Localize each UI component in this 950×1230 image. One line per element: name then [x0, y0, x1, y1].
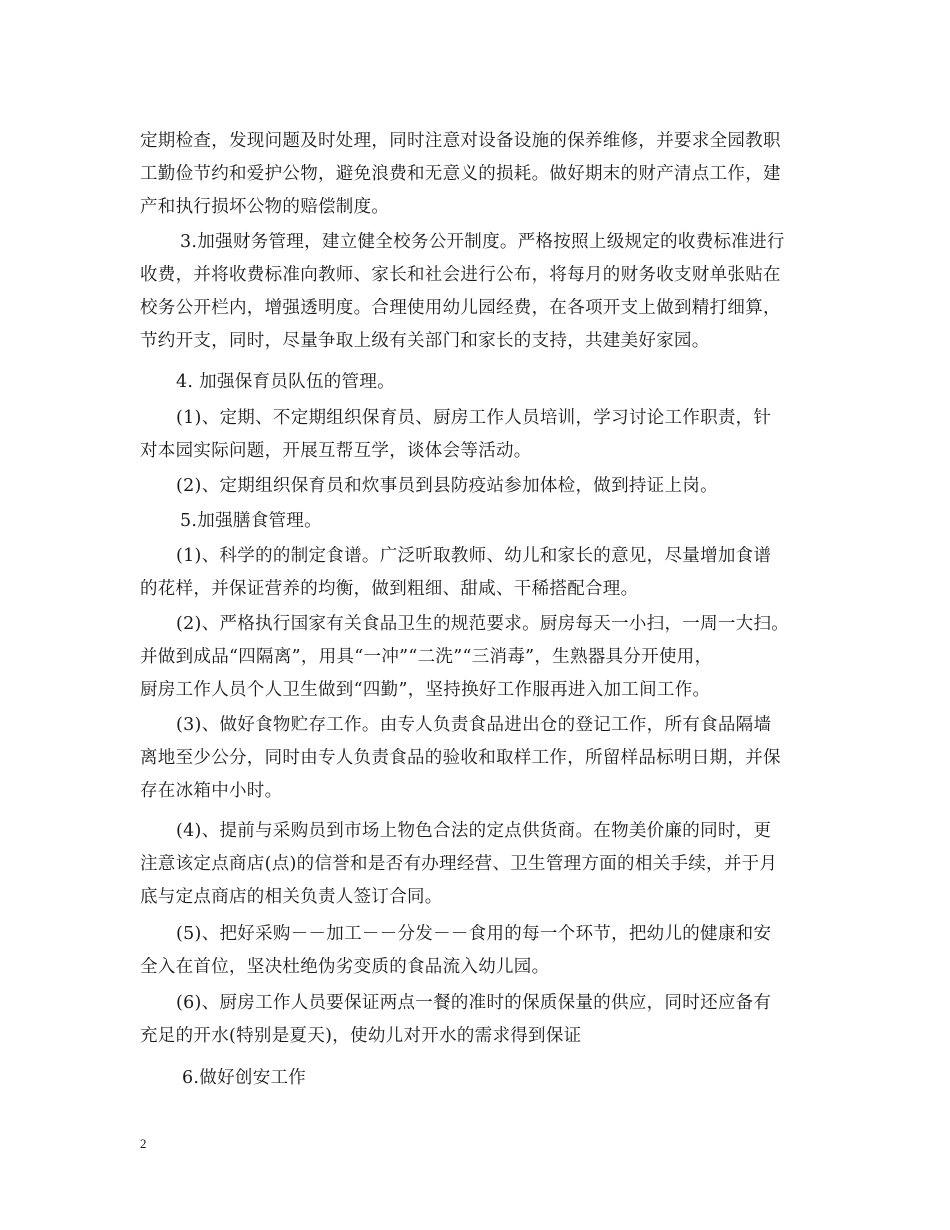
text-line: (3)、做好食物贮存工作。由专人负责食品进出仓的登记工作，所有食品隔墙 — [176, 715, 772, 735]
text-line: 存在冰箱中小时。 — [140, 781, 283, 801]
page-number: 2 — [140, 1136, 147, 1151]
text-line: 对本园实际问题，开展互帮互学，谈体会等活动。 — [140, 441, 532, 461]
text-line: 校务公开栏内，增强透明度。合理使用幼儿园经费，在各项开支上做到精打细算， — [140, 298, 781, 318]
text-line: (1)、定期、不定期组织保育员、厨房工作人员培训，学习讨论工作职责，针 — [176, 408, 772, 428]
text-line: 的花样，并保证营养的均衡，做到粗细、甜咸、干稀搭配合理。 — [140, 579, 639, 599]
text-line: (5)、把好采购－－加工－－分发－－食用的每一个环节，把幼儿的健康和安 — [176, 924, 772, 944]
text-line: (2)、严格执行国家有关食品卫生的规范要求。厨房每天一小扫，一周一大扫。 — [176, 614, 790, 634]
text-line: 6.做好创安工作 — [182, 1068, 307, 1088]
text-line: 充足的开水(特别是夏天)，使幼儿对开水的需求得到保证 — [140, 1026, 582, 1046]
text-line: 定期检查，发现问题及时处理，同时注意对设备设施的保养维修，并要求全园教职 — [140, 131, 781, 151]
text-line: (6)、厨房工作人员要保证两点一餐的准时的保质保量的供应，同时还应备有 — [176, 993, 772, 1013]
text-line: 收费，并将收费标准向教师、家长和社会进行公布，将每月的财务收支财单张贴在 — [140, 265, 781, 285]
text-line: 3.加强财务管理，建立健全校务公开制度。严格按照上级规定的收费标准进行 — [180, 232, 785, 252]
text-line: 节约开支，同时，尽量争取上级有关部门和家长的支持，共建美好家园。 — [140, 331, 710, 351]
text-line: 工勤俭节约和爱护公物，避免浪费和无意义的损耗。做好期末的财产清点工作，建 — [140, 164, 781, 184]
text-line: 5.加强膳食管理。 — [180, 511, 322, 531]
text-line: (2)、定期组织保育员和炊事员到县防疫站参加体检，做到持证上岗。 — [176, 476, 718, 496]
text-line: (1)、科学的的制定食谱。广泛听取教师、幼儿和家长的意见，尽量增加食谱 — [176, 546, 772, 566]
text-line: 产和执行损坏公物的赔偿制度。 — [140, 197, 390, 217]
text-line: 全入在首位，坚决杜绝伪劣变质的食品流入幼儿园。 — [140, 957, 550, 977]
text-line: 离地至少公分，同时由专人负责食品的验收和取样工作，所留样品标明日期，并保 — [140, 748, 781, 768]
text-line: 底与定点商店的相关负责人签订合同。 — [140, 887, 443, 907]
text-line: 厨房工作人员个人卫生做到“四勤”，坚持换好工作服再进入加工间工作。 — [140, 680, 711, 700]
text-line: 4. 加强保育员队伍的管理。 — [176, 372, 395, 392]
text-line: 注意该定点商店(点)的信誉和是否有办理经营、卫生管理方面的相关手续，并于月 — [140, 854, 778, 874]
text-line: (4)、提前与采购员到市场上物色合法的定点供货商。在物美价廉的同时，更 — [176, 821, 772, 841]
text-line: 并做到成品“四隔离”，用具“一冲”“二洗”“三消毒”，生熟器具分开使用， — [140, 647, 713, 667]
